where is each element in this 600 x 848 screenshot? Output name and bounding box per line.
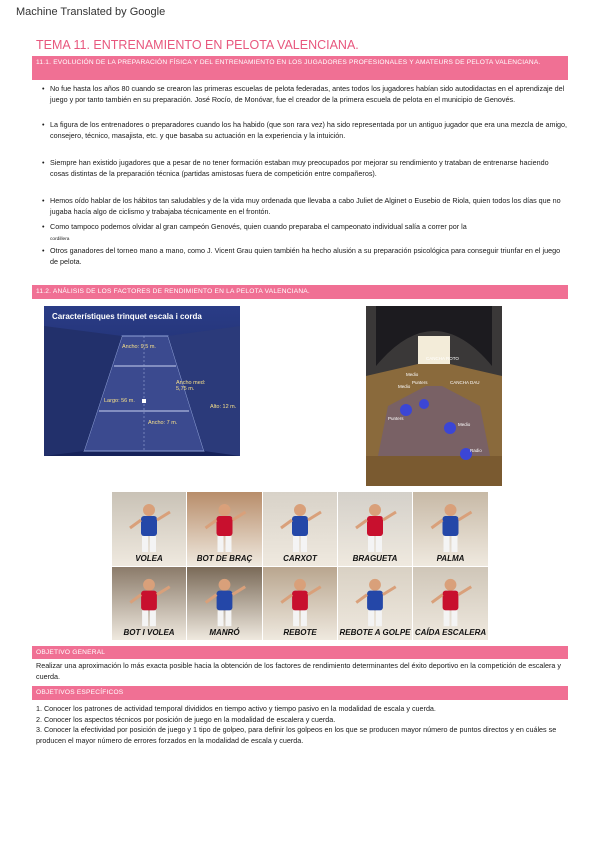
stroke-label: VOLEA xyxy=(135,554,163,563)
court-ball-marker xyxy=(142,399,146,403)
bullet-text: Siempre han existido jugadores que a pesar de no tener formación estaban muy preocupados por mejorar su rendimiento y trataban de entrenarse haciendo cosas distintas de la preparación técnica (partidas amistosas fuera de competición entre compañeros). xyxy=(50,158,549,178)
stroke-tile xyxy=(338,492,412,566)
bullet-item: • Hemos oído hablar de los hábitos tan saludables y de la vida muy ordenada que llevaba a cabo Juliet de Alginet o Eusebio de Riola, quien todos los días que no jugaba hacía algo de ciclismo y trabajaba técnicamente en el frontón. xyxy=(42,196,561,216)
bullet-text: Hemos oído hablar de los hábitos tan saludables y de la vida muy ordenada que llevaba a cabo Juliet de Alginet o Eusebio de Riola, quien todos los días que no jugaba hacía algo de ciclismo y trabajaba técnicamente en el frontón. xyxy=(50,196,561,216)
bullet-small-note: cordillera xyxy=(50,236,70,242)
stroke-label: PALMA xyxy=(436,554,465,563)
stroke-label: BRAGUETA xyxy=(352,554,398,563)
bullet-text: No fue hasta los años 80 cuando se crearon las primeras escuelas de pelota federadas, antes todos los jugadores habían sido autodidactas en el aprendizaje del juego y por tanto también en su preparación. José Rocío, de Monóvar, fue el creador de la primera escuela de pelota en el municipio de Genovés. xyxy=(50,84,565,104)
court-label-ancho-top: Ancho: 9,5 m. xyxy=(122,344,156,350)
stroke-label: CAÍDA ESCALERA xyxy=(414,628,487,637)
trinquet-label: Radio xyxy=(470,448,482,453)
stroke-tile xyxy=(112,567,186,640)
court-label-alto: Alto: 12 m. xyxy=(210,404,237,410)
bullet-item: • Siempre han existido jugadores que a pesar de no tener formación estaban muy preocupados por mejorar su rendimiento y trataban de entrenarse haciendo cosas distintas de la preparación técnica (partidas amistosas fuera de competición entre compañeros). xyxy=(42,158,549,178)
trinquet-label: Medio xyxy=(398,384,411,389)
trinquet-photo xyxy=(366,306,502,486)
stroke-tile xyxy=(187,492,262,566)
objetivos-especificos-heading xyxy=(32,686,568,700)
section-1-heading xyxy=(32,56,568,80)
objetivo-item: 3. Conocer la efectividad por posición de juego y 1 tipo de golpeo, para definir los golpeos en los que se producen mayor número de puntos directos y en cuáles se producen el mayor número de errores forzados en la modalidad de escala y cuerda. xyxy=(36,725,557,745)
trinquet-label: CANCHA DAU xyxy=(450,380,480,385)
stroke-label: REBOTE xyxy=(283,628,317,637)
objetivo-item: 2. Conocer los aspectos técnicos por posición de juego en la modalidad de escalera y cuerda. xyxy=(36,714,336,724)
trinquet-label: Punters xyxy=(388,416,404,421)
objetivos-especificos-heading-text: OBJETIVOS ESPECÍFICOS xyxy=(36,689,124,696)
position-marker xyxy=(419,399,429,409)
court-label-ancho-bottom: Ancho: 7 m. xyxy=(148,420,178,426)
trinquet-label: CANCHA ROTO xyxy=(426,356,459,361)
stroke-tile xyxy=(263,492,337,566)
trinquet-label: Punters xyxy=(412,380,428,385)
trinquet-label: Medio xyxy=(406,372,419,377)
trinquet-label: Medio xyxy=(458,422,471,427)
page-title: TEMA 11. ENTRENAMIENTO EN PELOTA VALENCIANA. xyxy=(36,38,359,52)
objetivos-especificos-list xyxy=(36,704,566,746)
stroke-tile xyxy=(112,492,186,566)
position-marker xyxy=(444,422,456,434)
stroke-label: CARXOT xyxy=(283,554,317,563)
stroke-tile xyxy=(413,567,488,640)
section-1-bullets xyxy=(36,84,568,284)
bullet-item: • La figura de los entrenadores o preparadores cuando los ha habido (que son rara vez) ha sido representada por un antiguo jugador que era una mezcla de amigo, consejero, técnico, masajista, etc. y que basaba su actuación en la experiencia y la intuición. xyxy=(42,120,568,140)
stroke-tile xyxy=(338,567,412,640)
objetivo-general-heading xyxy=(32,646,568,659)
stroke-tile xyxy=(187,567,262,640)
stroke-label: BOT DE BRAÇ xyxy=(196,554,253,563)
bullet-item: • No fue hasta los años 80 cuando se crearon las primeras escuelas de pelota federadas, antes todos los jugadores habían sido autodidactas en el aprendizaje del juego y por tanto también en su preparación. José Rocío, de Monóvar, fue el creador de la primera escuela de pelota en el municipio de Genovés. xyxy=(42,84,565,104)
court-label-ancho-med: Ancho med: 5,75 m. xyxy=(176,380,206,392)
bullet-text: Otros ganadores del torneo mano a mano, como J. Vicent Grau quien también ha hecho alusión a su preparación psicológica para conseguir triunfar en el juego de pelota. xyxy=(50,246,561,266)
bullet-item: • Como tampoco podemos olvidar al gran campeón Genovés, quien cuando preparaba el campeonato individual salía a correr por la cordillera xyxy=(42,222,467,242)
section-2-heading xyxy=(32,285,568,299)
section-1-heading-text: 11.1. EVOLUCIÓN DE LA PREPARACIÓN FÍSICA Y DEL ENTRENAMIENTO EN LOS JUGADORES PROFESIONALES Y AMATEURS DE PELOTA VALENCIANA. xyxy=(36,59,541,66)
court-diagram-title: Característiques trinquet escala i corda xyxy=(52,312,202,321)
trinquet-photo-svg xyxy=(366,306,502,486)
strokes-grid xyxy=(112,492,488,640)
court-label-largo: Largo: 56 m. xyxy=(104,398,135,404)
position-marker xyxy=(400,404,412,416)
stroke-label: MANRÓ xyxy=(209,628,240,637)
stroke-label: BOT I VOLEA xyxy=(123,628,175,637)
objetivo-general-heading-text: OBJETIVO GENERAL xyxy=(36,649,106,656)
bullet-text: Como tampoco podemos olvidar al gran campeón Genovés, quien cuando preparaba el campeonato individual salía a correr por la xyxy=(50,222,467,231)
objetivo-general-text: Realizar una aproximación lo más exacta posible hacia la obtención de los factores de rendimiento determinantes del éxito deportivo en la competición de escalera y cuerda. xyxy=(36,661,561,681)
machine-translated-banner: Machine Translated by Google xyxy=(16,6,166,18)
stroke-tile xyxy=(263,567,337,640)
stroke-tile xyxy=(413,492,488,566)
objetivo-item: 1. Conocer los patrones de actividad temporal divididos en tiempo activo y tiempo pasivo en la modalidad de escala y cuerda. xyxy=(36,704,436,713)
bullet-text: La figura de los entrenadores o preparadores cuando los ha habido (que son rara vez) ha sido representada por un antiguo jugador que era una mezcla de amigo, consejero, técnico, masajista, etc. y que basaba su actuación en la experiencia y la intuición. xyxy=(50,120,568,140)
stroke-label: REBOTE A GOLPE xyxy=(339,628,411,637)
court-diagram-image xyxy=(44,306,240,456)
bullet-item: • Otros ganadores del torneo mano a mano, como J. Vicent Grau quien también ha hecho alusión a su preparación psicológica para conseguir triunfar en el juego de pelota. xyxy=(42,246,561,266)
section-2-heading-text: 11.2. ANÁLISIS DE LOS FACTORES DE RENDIMIENTO EN LA PELOTA VALENCIANA. xyxy=(36,288,310,295)
